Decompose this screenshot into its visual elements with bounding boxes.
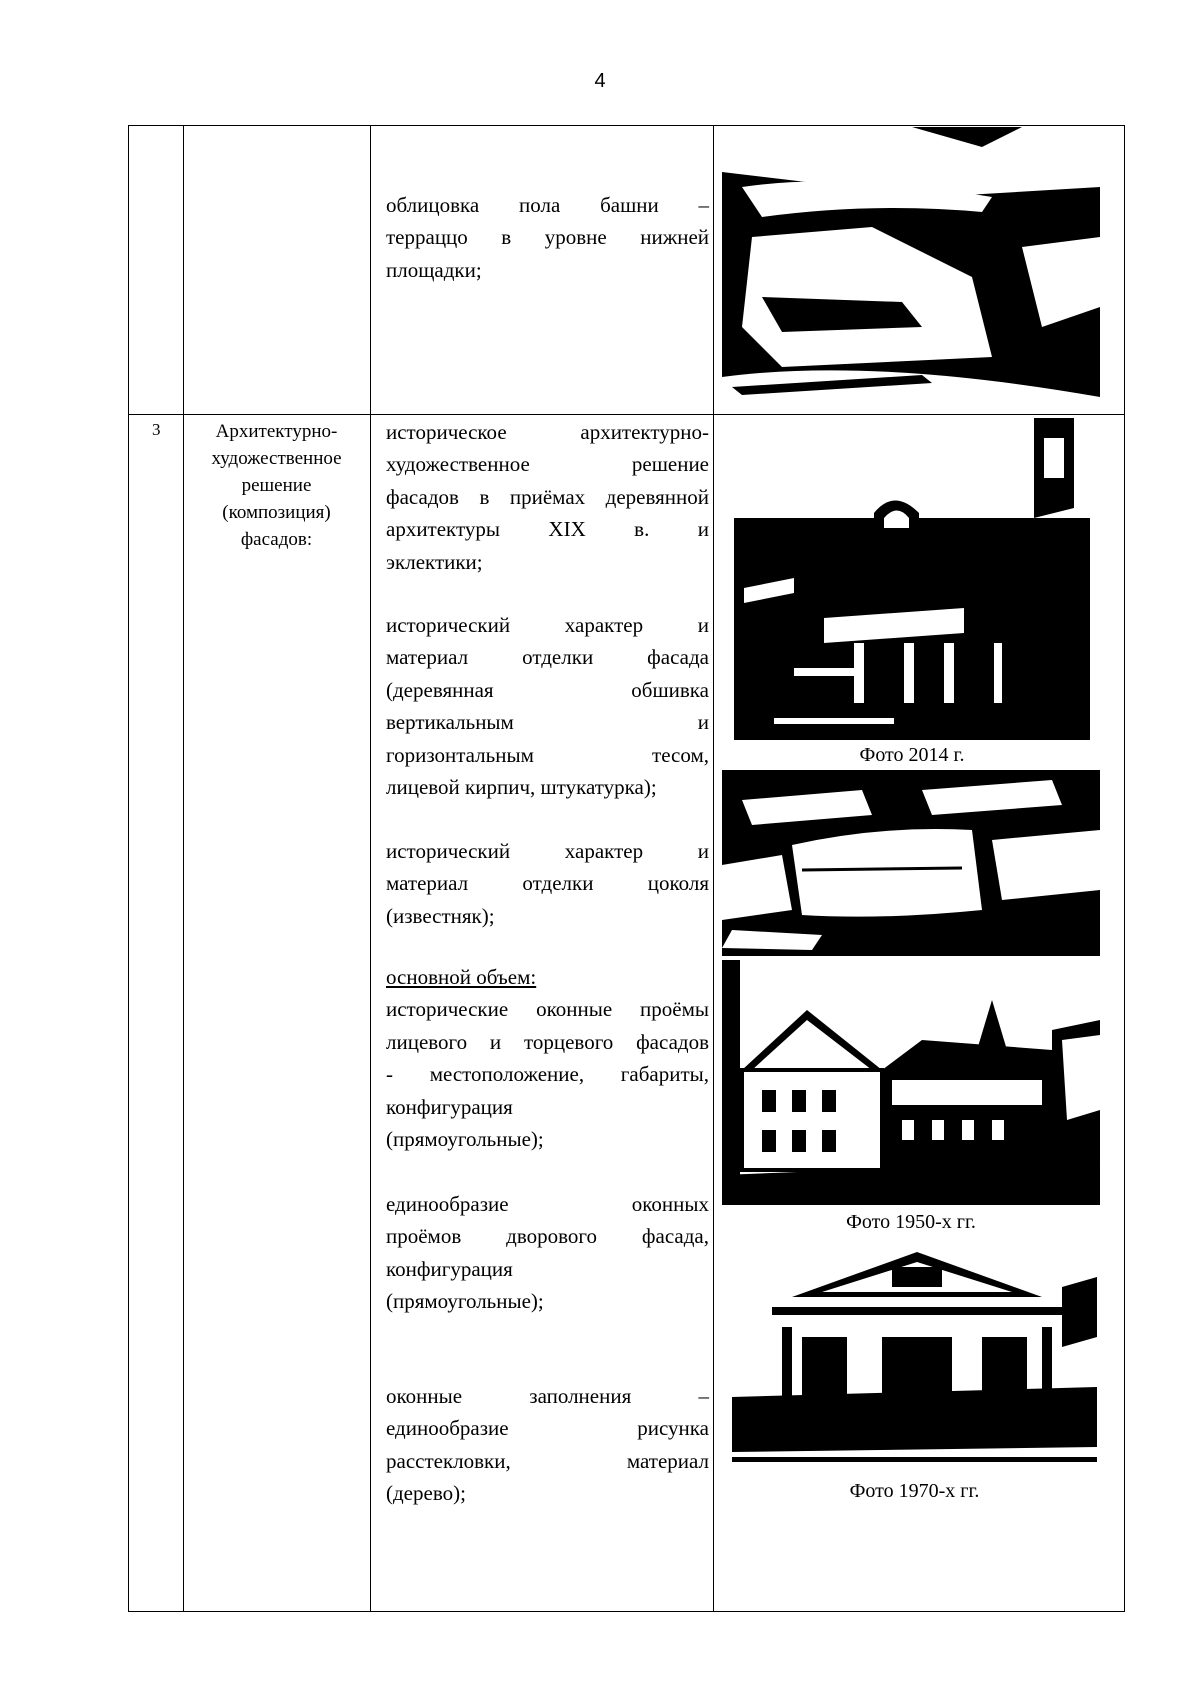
row-divider [129, 414, 1124, 415]
subheading-main-volume: основной объем: [386, 965, 537, 989]
photo-tower-floor [722, 127, 1100, 412]
paragraph-window-fillings: оконные заполнения – единообразие рисунка расстекловки, материал (дерево); [386, 1384, 709, 1506]
paragraph-architectural-solution: историческое архитектурно- художественное решение фасадов в приёмах деревянной архитектуры XIX в. и эклектики; [386, 420, 709, 574]
caption-photo-2014: Фото 2014 г. [859, 744, 965, 766]
photo-2014-facade [734, 418, 1090, 740]
column-divider [713, 126, 714, 1611]
paragraph-facade-finish: исторический характер и материал отделки фасада (деревянная обшивка вертикальным и горизонтальным тесом, лицевой кирпич, штукатурка); [386, 613, 709, 800]
photo-limestone-plinth [722, 770, 1100, 956]
photo-1950s-building [722, 960, 1100, 1205]
cell-text-floor-cladding: облицовка пола башни – терраццо в уровне нижней площадки; [386, 193, 709, 282]
row-name: Архитектурно- художественное решение (композиция) фасадов: [211, 421, 342, 550]
caption-photo-1970: Фото 1970-х гг. [849, 1480, 980, 1502]
paragraph-courtyard-windows: единообразие оконных проёмов дворового фасада, конфигурация (прямоугольные); [386, 1192, 709, 1314]
caption-photo-1950: Фото 1950-х гг. [846, 1211, 976, 1233]
page-number: 4 [594, 70, 606, 92]
column-divider [370, 126, 371, 1611]
column-divider [183, 126, 184, 1611]
paragraph-plinth-finish: исторический характер и материал отделки цоколя (известняк); [386, 839, 709, 928]
photo-1970s-facade [732, 1247, 1097, 1474]
row-number: 3 [152, 420, 161, 439]
paragraph-main-volume: основной объем: исторические оконные проёмы лицевого и торцевого фасадов - местоположение, габариты, конфигурация (прямоугольные); [386, 961, 709, 1155]
